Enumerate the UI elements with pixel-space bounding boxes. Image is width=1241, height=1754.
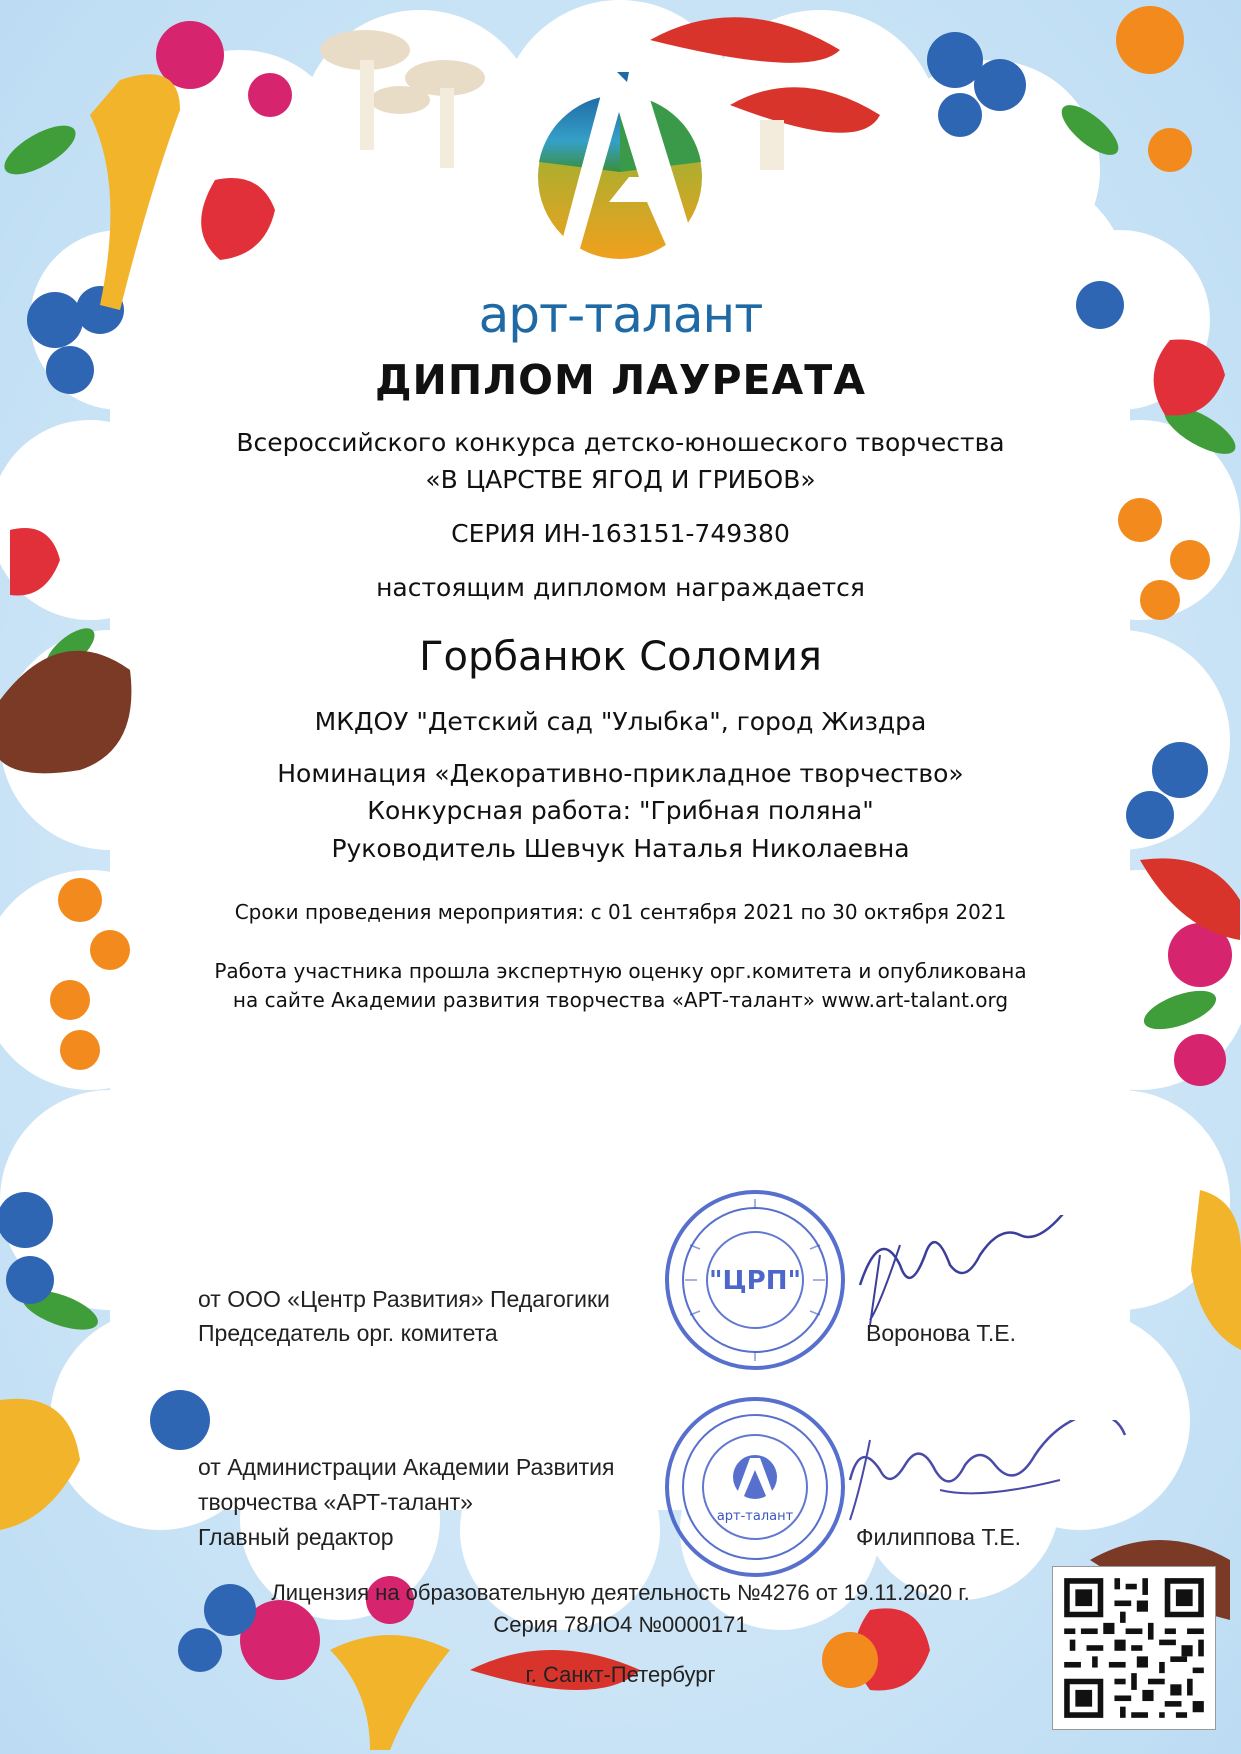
logo-brand-text: арт-талант bbox=[478, 286, 763, 344]
contest-line-2: «В ЦАРСТВЕ ЯГОД И ГРИБОВ» bbox=[425, 465, 816, 494]
signer2-line-1: от Администрации Академии Развития bbox=[198, 1454, 615, 1480]
recipient-name: Горбанюк Соломия bbox=[419, 634, 822, 680]
license-line-2: Серия 78ЛО4 №0000171 bbox=[493, 1612, 748, 1637]
stamp-crp-text: "ЦРП" bbox=[708, 1266, 802, 1296]
diploma-title: ДИПЛОМ ЛАУРЕАТА bbox=[374, 356, 866, 404]
expert-note-line-1: Работа участника прошла экспертную оценку орг.комитета и опубликована bbox=[214, 959, 1027, 983]
signer2-name: Филиппова Т.Е. bbox=[856, 1524, 1022, 1550]
signer2-line-3: Главный редактор bbox=[198, 1524, 394, 1550]
signer2-line-2: творчества «АРТ-талант» bbox=[198, 1489, 473, 1515]
signer1-line-2: Председатель орг. комитета bbox=[198, 1320, 498, 1346]
signature-filippova-icon bbox=[830, 1420, 1130, 1530]
supervisor: Руководитель Шевчук Наталья Николаевна bbox=[331, 834, 910, 863]
signature-voronova-icon bbox=[840, 1215, 1080, 1325]
expert-note-line-2: на сайте Академии развития творчества «АРТ-талант» www.art-talant.org bbox=[232, 988, 1009, 1012]
event-dates: Сроки проведения мероприятия: с 01 сентября 2021 по 30 октября 2021 bbox=[234, 900, 1007, 924]
signer1-line-1: от ООО «Центр Развития» Педагогики bbox=[198, 1286, 610, 1312]
contest-line-1: Всероссийского конкурса детско-юношеского творчества bbox=[236, 428, 1005, 457]
stamp-art-talant-icon bbox=[660, 1392, 850, 1582]
qr-code-box bbox=[1052, 1566, 1216, 1730]
art-talant-logo-icon bbox=[519, 52, 721, 277]
work-title: Конкурсная работа: "Грибная поляна" bbox=[367, 796, 874, 825]
license-city: г. Санкт-Петербург bbox=[525, 1662, 716, 1687]
series-number: СЕРИЯ ИН-163151-749380 bbox=[451, 519, 790, 548]
qr-code-icon bbox=[1053, 1567, 1215, 1729]
recipient-organization: МКДОУ "Детский сад "Улыбка", город Жиздра bbox=[314, 707, 927, 736]
license-line-1: Лицензия на образовательную деятельность №4276 от 19.11.2020 г. bbox=[271, 1580, 970, 1605]
award-text: настоящим дипломом награждается bbox=[376, 573, 865, 602]
signer1-name: Воронова Т.Е. bbox=[866, 1320, 1016, 1346]
stamp-art-talant-text: арт-талант bbox=[716, 1509, 794, 1524]
nomination: Номинация «Декоративно-прикладное творчество» bbox=[277, 759, 964, 788]
stamp-crp-icon bbox=[660, 1185, 850, 1375]
